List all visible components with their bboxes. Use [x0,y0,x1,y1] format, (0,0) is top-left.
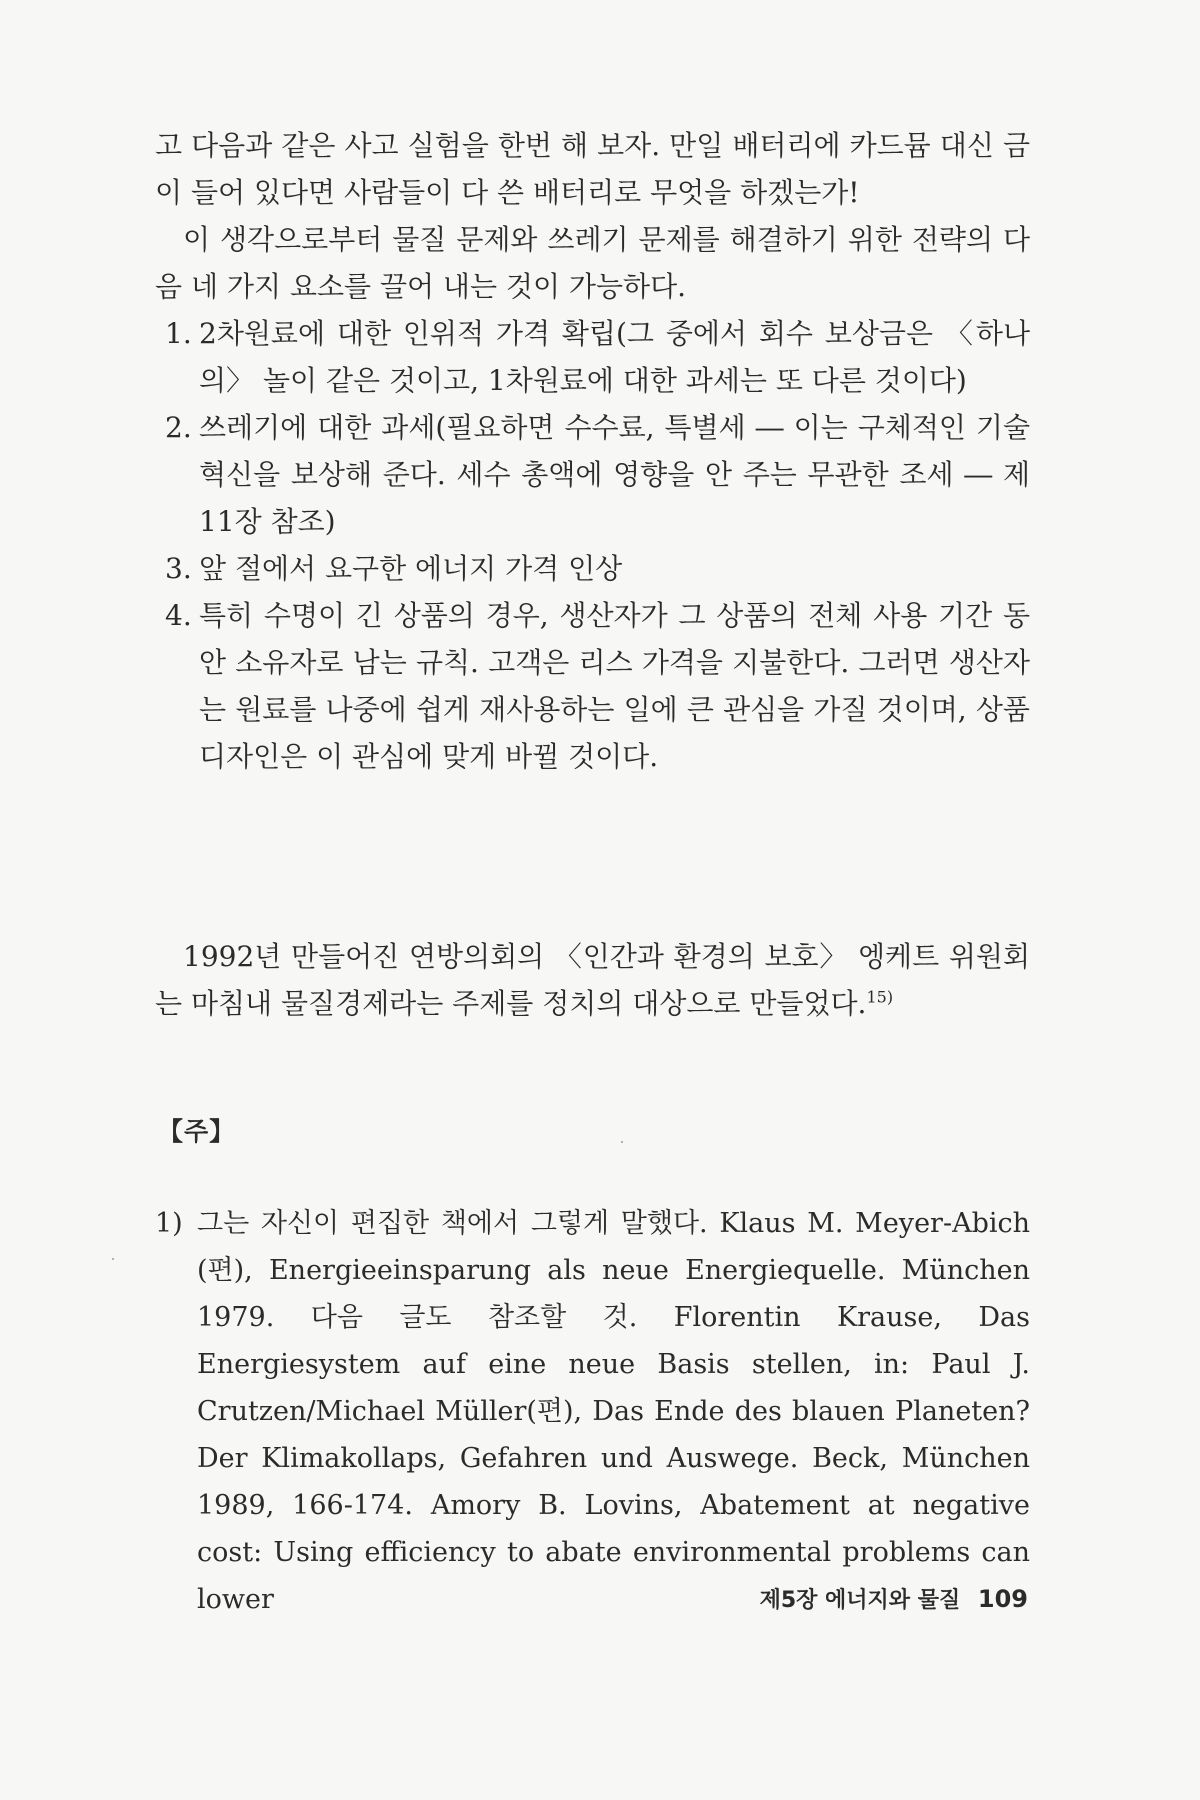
page-number: 109 [977,1585,1028,1613]
list-item-number: 3. [165,552,192,585]
footnote-text: 그는 자신이 편집한 책에서 그렇게 말했다. Klaus M. Meyer-Abich (편), Energieeinsparung als neue Energiequelle. München 1979. 다음 글도 참조할 것. Florentin Krause, Das Energiesystem auf eine neue Basis stellen, in: Paul J. Crutzen/Michael Müller(편), Das Ende des blauen Planeten? Der Klimakollaps, Gefahren und Auswege. Beck, München 1989, 166-174. Amory B. Lovins, Abatement at negative cost: Using efficiency to abate environmental problems can lower [197,1208,1030,1615]
list-item [155,545,1030,592]
main-text [155,122,1030,780]
footnote-number: 1) [155,1208,183,1239]
page-footer [760,1583,1028,1614]
paper-speck [112,1258,114,1260]
closing-paragraph [155,933,1030,1027]
list-item [155,404,1030,545]
list-item-text: 쓰레기에 대한 과세(필요하면 수수료, 특별세 ― 이는 구체적인 기술혁신을 보상해 준다. 세수 총액에 영향을 안 주는 무관한 조세 ― 제11장 참조) [199,411,1030,538]
list-item-number: 2. [165,411,192,444]
footnote [155,1200,1030,1623]
list-item-number: 4. [165,599,192,632]
intro-paragraph: 고 다음과 같은 사고 실험을 한번 해 보자. 만일 배터리에 카드뮴 대신 금이 들어 있다면 사람들이 다 쓴 배터리로 무엇을 하겠는가! [155,129,1030,209]
list-item-text: 앞 절에서 요구한 에너지 가격 인상 [199,552,623,585]
running-chapter-title: 제5장 에너지와 물질 [759,1588,961,1613]
paper-speck [621,1141,623,1143]
footnote-reference: 15) [866,987,894,1007]
closing-paragraph-text: 1992년 만들어진 연방의회의 〈인간과 환경의 보호〉 엥케트 위원회는 마침내 물질경제라는 주제를 정치의 대상으로 만들었다. [155,940,1030,1020]
list-item [155,310,1030,404]
list-item-text: 특히 수명이 긴 상품의 경우, 생산자가 그 상품의 전체 사용 기간 동안 소유자로 남는 규칙. 고객은 리스 가격을 지불한다. 그러면 생산자는 원료를 나중에 쉽게 재사용하는 일에 큰 관심을 가질 것이며, 상품 디자인은 이 관심에 맞게 바뀔 것이다. [199,599,1030,773]
list-item-number: 1. [165,317,192,350]
list-item [155,592,1030,780]
notes-heading: 【주】 [158,1117,236,1146]
lead-paragraph: 이 생각으로부터 물질 문제와 쓰레기 문제를 해결하기 위한 전략의 다음 네 가지 요소를 끌어 내는 것이 가능하다. [155,223,1030,303]
strategy-list [155,310,1030,780]
list-item-text: 2차원료에 대한 인위적 가격 확립(그 중에서 회수 보상금은 〈하나의〉 놀이 같은 것이고, 1차원료에 대한 과세는 또 다른 것이다) [199,317,1030,397]
